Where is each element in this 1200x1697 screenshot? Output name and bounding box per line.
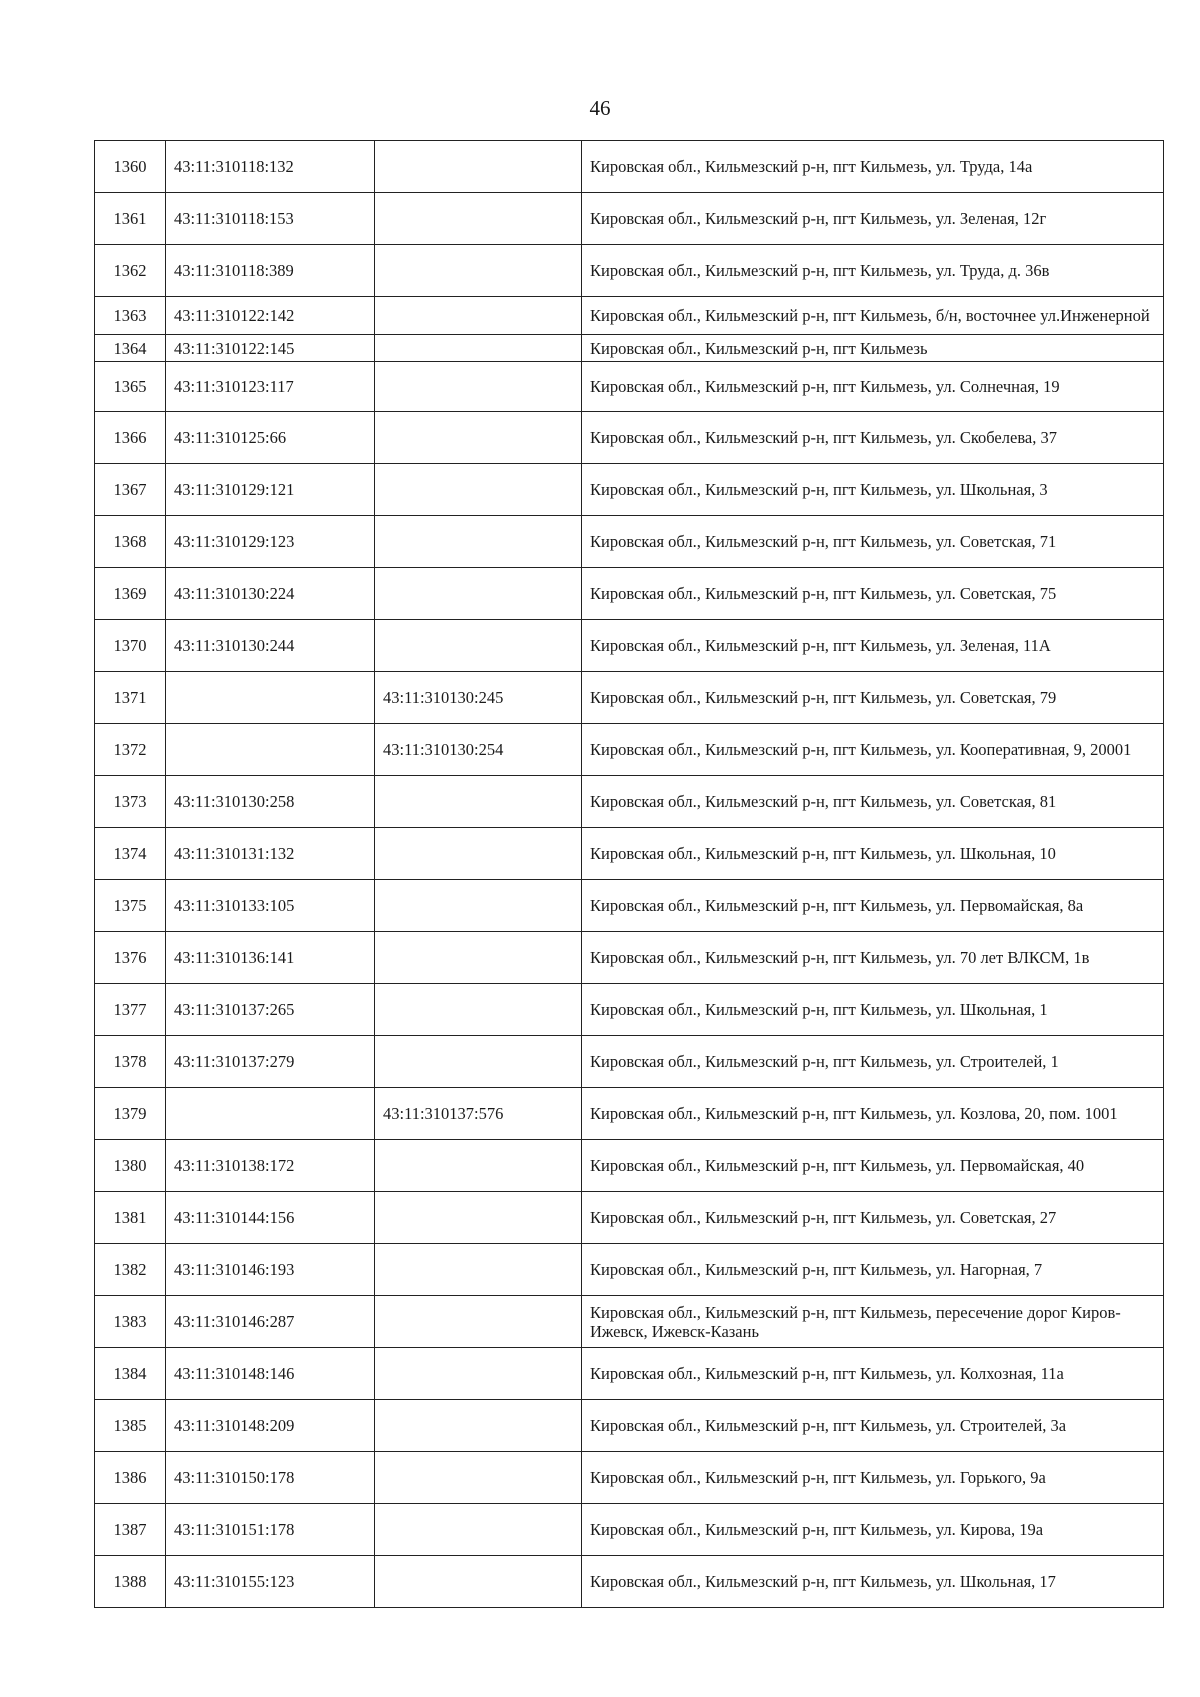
address-cell: Кировская обл., Кильмезский р-н, пгт Кильмезь, ул. Нагорная, 7 bbox=[582, 1244, 1164, 1296]
address-cell: Кировская обл., Кильмезский р-н, пгт Кильмезь, ул. Строителей, 1 bbox=[582, 1036, 1164, 1088]
row-number-cell: 1362 bbox=[95, 245, 166, 297]
building-cadastral-number-cell bbox=[375, 984, 582, 1036]
building-cadastral-number-cell bbox=[375, 568, 582, 620]
building-cadastral-number-cell bbox=[375, 932, 582, 984]
building-cadastral-number-cell bbox=[375, 335, 582, 362]
page-number: 46 bbox=[589, 96, 611, 120]
row-number-cell: 1366 bbox=[95, 412, 166, 464]
building-cadastral-number-cell: 43:11:310130:254 bbox=[375, 724, 582, 776]
row-number-cell: 1368 bbox=[95, 516, 166, 568]
table-row bbox=[95, 724, 1164, 776]
table-row bbox=[95, 297, 1164, 335]
building-cadastral-number-cell bbox=[375, 1244, 582, 1296]
cadastral-number-cell: 43:11:310122:145 bbox=[166, 335, 375, 362]
table-row bbox=[95, 984, 1164, 1036]
row-number-cell: 1373 bbox=[95, 776, 166, 828]
row-number-cell: 1386 bbox=[95, 1452, 166, 1504]
table-row bbox=[95, 880, 1164, 932]
table-row bbox=[95, 516, 1164, 568]
cadastral-number-cell: 43:11:310148:209 bbox=[166, 1400, 375, 1452]
cadastral-number-cell: 43:11:310148:146 bbox=[166, 1348, 375, 1400]
building-cadastral-number-cell bbox=[375, 880, 582, 932]
address-cell: Кировская обл., Кильмезский р-н, пгт Кильмезь, ул. Советская, 81 bbox=[582, 776, 1164, 828]
address-cell: Кировская обл., Кильмезский р-н, пгт Кильмезь, ул. Советская, 27 bbox=[582, 1192, 1164, 1244]
table-row bbox=[95, 1036, 1164, 1088]
address-cell: Кировская обл., Кильмезский р-н, пгт Кильмезь, пересечение дорог Киров-Ижевск, Ижевск-Казань bbox=[582, 1296, 1164, 1348]
cadastral-number-cell: 43:11:310146:193 bbox=[166, 1244, 375, 1296]
building-cadastral-number-cell: 43:11:310130:245 bbox=[375, 672, 582, 724]
table-row bbox=[95, 1296, 1164, 1348]
address-cell: Кировская обл., Кильмезский р-н, пгт Кильмезь, ул. 70 лет ВЛКСМ, 1в bbox=[582, 932, 1164, 984]
building-cadastral-number-cell bbox=[375, 1400, 582, 1452]
row-number-cell: 1370 bbox=[95, 620, 166, 672]
address-cell: Кировская обл., Кильмезский р-н, пгт Кильмезь, ул. Школьная, 3 bbox=[582, 464, 1164, 516]
cadastral-number-cell: 43:11:310125:66 bbox=[166, 412, 375, 464]
cadastral-number-cell: 43:11:310130:224 bbox=[166, 568, 375, 620]
table-row bbox=[95, 1556, 1164, 1608]
building-cadastral-number-cell bbox=[375, 1504, 582, 1556]
row-number-cell: 1376 bbox=[95, 932, 166, 984]
table-row bbox=[95, 568, 1164, 620]
cadastral-number-cell: 43:11:310133:105 bbox=[166, 880, 375, 932]
building-cadastral-number-cell bbox=[375, 1192, 582, 1244]
row-number-cell: 1369 bbox=[95, 568, 166, 620]
building-cadastral-number-cell bbox=[375, 245, 582, 297]
address-cell: Кировская обл., Кильмезский р-н, пгт Кильмезь, ул. Зеленая, 11А bbox=[582, 620, 1164, 672]
cadastral-number-cell: 43:11:310118:153 bbox=[166, 193, 375, 245]
cadastral-number-cell: 43:11:310130:244 bbox=[166, 620, 375, 672]
table-row bbox=[95, 1504, 1164, 1556]
cadastral-number-cell: 43:11:310136:141 bbox=[166, 932, 375, 984]
cadastral-number-cell: 43:11:310155:123 bbox=[166, 1556, 375, 1608]
address-cell: Кировская обл., Кильмезский р-н, пгт Кильмезь, ул. Горького, 9а bbox=[582, 1452, 1164, 1504]
row-number-cell: 1371 bbox=[95, 672, 166, 724]
building-cadastral-number-cell bbox=[375, 1140, 582, 1192]
cadastral-number-cell: 43:11:310118:389 bbox=[166, 245, 375, 297]
cadastral-number-cell: 43:11:310137:279 bbox=[166, 1036, 375, 1088]
table-row bbox=[95, 1192, 1164, 1244]
cadastral-number-cell bbox=[166, 1088, 375, 1140]
building-cadastral-number-cell bbox=[375, 464, 582, 516]
table-row bbox=[95, 1088, 1164, 1140]
table-row bbox=[95, 1140, 1164, 1192]
row-number-cell: 1378 bbox=[95, 1036, 166, 1088]
table-row bbox=[95, 932, 1164, 984]
cadastral-number-cell: 43:11:310131:132 bbox=[166, 828, 375, 880]
row-number-cell: 1382 bbox=[95, 1244, 166, 1296]
address-cell: Кировская обл., Кильмезский р-н, пгт Кильмезь, ул. Скобелева, 37 bbox=[582, 412, 1164, 464]
table-row bbox=[95, 193, 1164, 245]
row-number-cell: 1364 bbox=[95, 335, 166, 362]
address-cell: Кировская обл., Кильмезский р-н, пгт Кильмезь, ул. Козлова, 20, пом. 1001 bbox=[582, 1088, 1164, 1140]
table-row bbox=[95, 335, 1164, 362]
cadastral-number-cell: 43:11:310146:287 bbox=[166, 1296, 375, 1348]
cadastral-number-cell bbox=[166, 672, 375, 724]
address-cell: Кировская обл., Кильмезский р-н, пгт Кильмезь, ул. Школьная, 1 bbox=[582, 984, 1164, 1036]
cadastral-number-cell: 43:11:310129:123 bbox=[166, 516, 375, 568]
address-cell: Кировская обл., Кильмезский р-н, пгт Кильмезь, ул. Советская, 71 bbox=[582, 516, 1164, 568]
row-number-cell: 1387 bbox=[95, 1504, 166, 1556]
table-row bbox=[95, 362, 1164, 412]
row-number-cell: 1388 bbox=[95, 1556, 166, 1608]
row-number-cell: 1383 bbox=[95, 1296, 166, 1348]
table-row bbox=[95, 141, 1164, 193]
cadastral-number-cell bbox=[166, 724, 375, 776]
row-number-cell: 1372 bbox=[95, 724, 166, 776]
building-cadastral-number-cell bbox=[375, 620, 582, 672]
table-row bbox=[95, 828, 1164, 880]
address-cell: Кировская обл., Кильмезский р-н, пгт Кильмезь, ул. Первомайская, 8а bbox=[582, 880, 1164, 932]
table-row bbox=[95, 412, 1164, 464]
table-row bbox=[95, 672, 1164, 724]
table-row bbox=[95, 1452, 1164, 1504]
address-cell: Кировская обл., Кильмезский р-н, пгт Кильмезь bbox=[582, 335, 1164, 362]
land-plot-table bbox=[94, 140, 1164, 1608]
address-cell: Кировская обл., Кильмезский р-н, пгт Кильмезь, ул. Колхозная, 11а bbox=[582, 1348, 1164, 1400]
row-number-cell: 1360 bbox=[95, 141, 166, 193]
cadastral-number-cell: 43:11:310130:258 bbox=[166, 776, 375, 828]
cadastral-number-cell: 43:11:310151:178 bbox=[166, 1504, 375, 1556]
cadastral-number-cell: 43:11:310118:132 bbox=[166, 141, 375, 193]
table-row bbox=[95, 776, 1164, 828]
building-cadastral-number-cell bbox=[375, 1556, 582, 1608]
row-number-cell: 1385 bbox=[95, 1400, 166, 1452]
row-number-cell: 1381 bbox=[95, 1192, 166, 1244]
row-number-cell: 1361 bbox=[95, 193, 166, 245]
building-cadastral-number-cell bbox=[375, 412, 582, 464]
building-cadastral-number-cell bbox=[375, 1296, 582, 1348]
building-cadastral-number-cell bbox=[375, 297, 582, 335]
building-cadastral-number-cell bbox=[375, 1452, 582, 1504]
cadastral-number-cell: 43:11:310129:121 bbox=[166, 464, 375, 516]
address-cell: Кировская обл., Кильмезский р-н, пгт Кильмезь, б/н, восточнее ул.Инженерной bbox=[582, 297, 1164, 335]
cadastral-number-cell: 43:11:310144:156 bbox=[166, 1192, 375, 1244]
row-number-cell: 1379 bbox=[95, 1088, 166, 1140]
cadastral-number-cell: 43:11:310123:117 bbox=[166, 362, 375, 412]
table-row bbox=[95, 245, 1164, 297]
building-cadastral-number-cell bbox=[375, 828, 582, 880]
address-cell: Кировская обл., Кильмезский р-н, пгт Кильмезь, ул. Труда, 14а bbox=[582, 141, 1164, 193]
cadastral-number-cell: 43:11:310137:265 bbox=[166, 984, 375, 1036]
row-number-cell: 1363 bbox=[95, 297, 166, 335]
address-cell: Кировская обл., Кильмезский р-н, пгт Кильмезь, ул. Первомайская, 40 bbox=[582, 1140, 1164, 1192]
table-row bbox=[95, 464, 1164, 516]
address-cell: Кировская обл., Кильмезский р-н, пгт Кильмезь, ул. Строителей, 3а bbox=[582, 1400, 1164, 1452]
building-cadastral-number-cell bbox=[375, 141, 582, 193]
address-cell: Кировская обл., Кильмезский р-н, пгт Кильмезь, ул. Зеленая, 12г bbox=[582, 193, 1164, 245]
address-cell: Кировская обл., Кильмезский р-н, пгт Кильмезь, ул. Труда, д. 36в bbox=[582, 245, 1164, 297]
cadastral-number-cell: 43:11:310122:142 bbox=[166, 297, 375, 335]
address-cell: Кировская обл., Кильмезский р-н, пгт Кильмезь, ул. Школьная, 17 bbox=[582, 1556, 1164, 1608]
table-row bbox=[95, 620, 1164, 672]
row-number-cell: 1374 bbox=[95, 828, 166, 880]
building-cadastral-number-cell bbox=[375, 776, 582, 828]
building-cadastral-number-cell bbox=[375, 362, 582, 412]
row-number-cell: 1380 bbox=[95, 1140, 166, 1192]
row-number-cell: 1377 bbox=[95, 984, 166, 1036]
table-row bbox=[95, 1348, 1164, 1400]
cadastral-number-cell: 43:11:310138:172 bbox=[166, 1140, 375, 1192]
address-cell: Кировская обл., Кильмезский р-н, пгт Кильмезь, ул. Солнечная, 19 bbox=[582, 362, 1164, 412]
building-cadastral-number-cell: 43:11:310137:576 bbox=[375, 1088, 582, 1140]
address-cell: Кировская обл., Кильмезский р-н, пгт Кильмезь, ул. Советская, 75 bbox=[582, 568, 1164, 620]
address-cell: Кировская обл., Кильмезский р-н, пгт Кильмезь, ул. Кирова, 19а bbox=[582, 1504, 1164, 1556]
row-number-cell: 1365 bbox=[95, 362, 166, 412]
address-cell: Кировская обл., Кильмезский р-н, пгт Кильмезь, ул. Школьная, 10 bbox=[582, 828, 1164, 880]
table-row bbox=[95, 1244, 1164, 1296]
building-cadastral-number-cell bbox=[375, 516, 582, 568]
row-number-cell: 1367 bbox=[95, 464, 166, 516]
table-row bbox=[95, 1400, 1164, 1452]
row-number-cell: 1375 bbox=[95, 880, 166, 932]
building-cadastral-number-cell bbox=[375, 1036, 582, 1088]
building-cadastral-number-cell bbox=[375, 193, 582, 245]
row-number-cell: 1384 bbox=[95, 1348, 166, 1400]
address-cell: Кировская обл., Кильмезский р-н, пгт Кильмезь, ул. Советская, 79 bbox=[582, 672, 1164, 724]
cadastral-number-cell: 43:11:310150:178 bbox=[166, 1452, 375, 1504]
address-cell: Кировская обл., Кильмезский р-н, пгт Кильмезь, ул. Кооперативная, 9, 20001 bbox=[582, 724, 1164, 776]
building-cadastral-number-cell bbox=[375, 1348, 582, 1400]
